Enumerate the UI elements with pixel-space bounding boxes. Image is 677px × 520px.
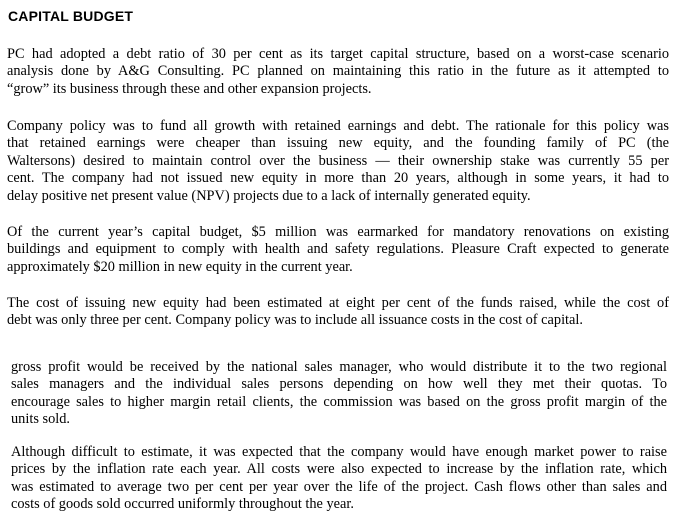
text-line: costs of goods sold occurred uniformly throughout the year. [11,496,354,513]
section-heading: CAPITAL BUDGET [8,8,134,24]
text-line: gross profit would be received by the national sales manager, who would distribute it to the two regional [11,359,667,375]
text-line: was estimated to average two per cent per year over the life of the project. Cash flows other than sales and [11,478,667,495]
paragraph-commission [11,359,667,429]
paragraph-inflation [11,444,667,514]
paragraph-issuance-cost [7,295,669,330]
text-line: sales managers and the individual sales persons depending on how well they met their quotas. To [11,376,667,393]
text-line: prices by the inflation rate each year. All costs were also expected to increase by the inflation rate, which [11,461,667,478]
paragraph-company-policy [7,118,669,205]
text-line: The cost of issuing new equity had been estimated at eight per cent of the funds raised, while the cost of [7,295,669,311]
paragraph-debt-ratio [7,46,669,98]
text-line: PC had adopted a debt ratio of 30 per cent as its target capital structure, based on a worst-case scenario [7,46,669,62]
text-line: Company policy was to fund all growth with retained earnings and debt. The rationale for this policy was [7,118,669,134]
text-line: Although difficult to estimate, it was expected that the company would have enough market power to raise [11,444,667,460]
text-line: units sold. [11,411,70,428]
paragraph-capital-budget [7,224,669,276]
text-line: Waltersons) desired to maintain control over the business — their ownership stake was currently 55 per [7,152,669,169]
text-line: that retained earnings were cheaper than issuing new equity, and the founding family of PC (the [7,135,669,152]
text-line: delay positive net present value (NPV) projects due to a lack of internally generated equity. [7,187,531,204]
text-line: encourage sales to higher margin retail clients, the commission was based on the gross profit margin of the [11,393,667,410]
text-line: buildings and equipment to comply with health and safety regulations. Pleasure Craft expected to generate [7,241,669,258]
text-line: analysis done by A&G Consulting. PC planned on maintaining this ratio in the future as it attempted to [7,63,669,80]
text-line: approximately $20 million in new equity in the current year. [7,258,353,275]
text-line: “grow” its business through these and other expansion projects. [7,80,372,97]
text-line: Of the current year’s capital budget, $5 million was earmarked for mandatory renovations on existing [7,224,669,240]
text-line: cent. The company had not issued new equity in more than 20 years, although in some years, it had to [7,170,669,187]
text-line: debt was only three per cent. Company policy was to include all issuance costs in the cost of capital. [7,312,583,329]
